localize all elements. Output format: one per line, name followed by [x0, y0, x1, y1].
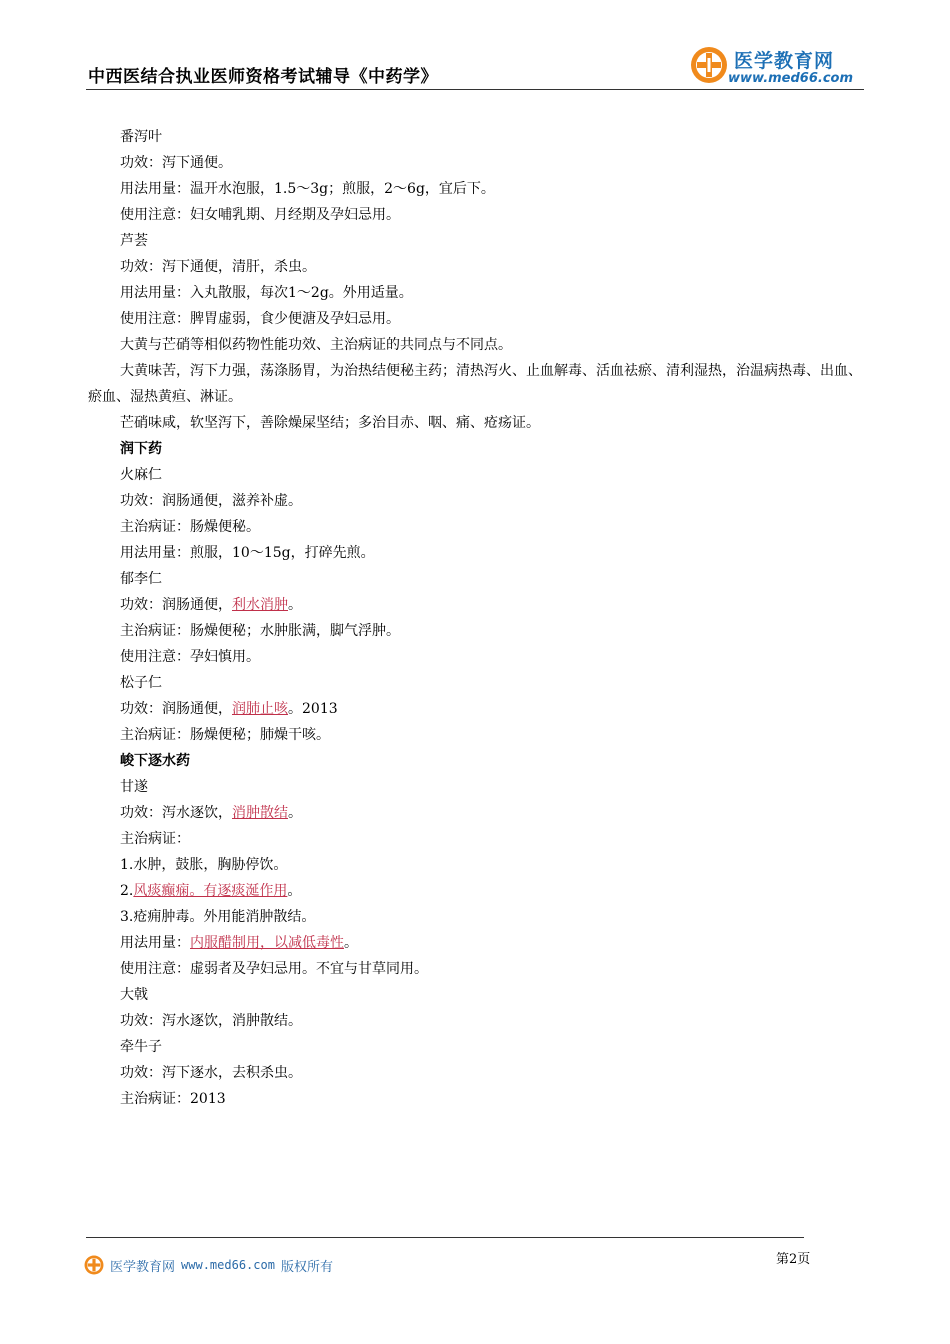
- page-number: 第2页: [776, 1252, 811, 1267]
- drug-name: 火麻仁: [120, 467, 162, 483]
- text-line: 主治病证：肠燥便秘；肺燥干咳。: [120, 727, 330, 743]
- text-line: [88, 878, 866, 904]
- text-line: 功效：泻水逐饮，消肿散结。: [120, 1013, 302, 1029]
- text-segment: 用法用量：: [120, 935, 190, 951]
- text-line: 功效：泻下通便。: [120, 155, 232, 171]
- section-heading: 峻下逐水药: [120, 753, 190, 769]
- text-line: 用法用量：温开水泡服，1.5～3g；煎服，2～6g，宜后下。: [120, 181, 495, 197]
- text-line: 芒硝味咸，软坚泻下，善除燥屎坚结；多治目赤、咽、痛、疮疡证。: [120, 415, 540, 431]
- text-line: 主治病证：肠燥便秘；水肿胀满，脚气浮肿。: [120, 623, 400, 639]
- text-line: [88, 800, 866, 826]
- text-segment: 功效：润肠通便，: [120, 597, 232, 613]
- text-line: 主治病证：肠燥便秘。: [120, 519, 260, 535]
- site-logo[interactable]: [690, 44, 865, 90]
- text-line: 使用注意：脾胃虚弱，食少便溏及孕妇忌用。: [120, 311, 400, 327]
- text-line: 主治病证：2013: [120, 1091, 226, 1107]
- highlighted-text: 利水消肿: [232, 597, 288, 613]
- text-line: 用法用量：入丸散服，每次1～2g。外用适量。: [120, 285, 413, 301]
- text-line: [88, 592, 866, 618]
- highlighted-text: 润肺止咳: [232, 701, 288, 717]
- document-title: 中西医结合执业医师资格考试辅导《中药学》: [88, 67, 438, 87]
- highlighted-text: 内服醋制用，以减低毒性: [190, 935, 344, 951]
- text-line: 功效：润肠通便，滋养补虚。: [120, 493, 302, 509]
- text-line: 3.疮痈肿毒。外用能消肿散结。: [120, 909, 316, 925]
- highlighted-text: 消肿散结: [232, 805, 288, 821]
- drug-name: 郁李仁: [120, 571, 162, 587]
- footer-brand[interactable]: [84, 1254, 333, 1276]
- text-paragraph: 大黄味苦，泻下力强，荡涤肠胃，为治热结便秘主药；清热泻火、止血解毒、活血祛瘀、清利湿热，治温病热毒、出血、瘀血、湿热黄疸、淋证。: [88, 363, 862, 405]
- text-segment: 。: [344, 935, 358, 951]
- footer-copyright: 版权所有: [280, 1259, 333, 1275]
- footer-site-name: 医学教育网: [110, 1259, 176, 1275]
- text-segment: 。2013: [288, 701, 338, 717]
- text-segment: 2.: [120, 883, 134, 899]
- text-line: 用法用量：煎服，10～15g，打碎先煎。: [120, 545, 375, 561]
- text-segment: 功效：润肠通便，: [120, 701, 232, 717]
- text-segment: 功效：泻水逐饮，: [120, 805, 232, 821]
- drug-name: 番泻叶: [120, 129, 162, 145]
- text-line: 使用注意：妇女哺乳期、月经期及孕妇忌用。: [120, 207, 400, 223]
- text-line: 功效：泻下逐水，去积杀虫。: [120, 1065, 302, 1081]
- section-heading: 润下药: [120, 441, 162, 457]
- footer-divider: [86, 1237, 804, 1238]
- text-segment: 。: [287, 883, 302, 899]
- logo-site-url: www.med66.com: [728, 71, 854, 86]
- text-line: [88, 930, 866, 956]
- drug-name: 牵牛子: [120, 1039, 162, 1055]
- text-line: [88, 696, 866, 722]
- text-segment: 。: [288, 805, 302, 821]
- text-line: 大黄与芒硝等相似药物性能功效、主治病证的共同点与不同点。: [120, 337, 512, 353]
- text-segment: 。: [288, 597, 302, 613]
- medical-cross-logo-icon: [84, 1255, 104, 1275]
- drug-name: 大戟: [120, 987, 148, 1003]
- text-line: 1.水肿，鼓胀，胸胁停饮。: [120, 857, 288, 873]
- text-line: 使用注意：虚弱者及孕妇忌用。不宜与甘草同用。: [120, 961, 428, 977]
- drug-name: 甘遂: [120, 779, 148, 795]
- medical-cross-logo-icon: [690, 46, 728, 84]
- text-line: 使用注意：孕妇慎用。: [120, 649, 260, 665]
- drug-name: 松子仁: [120, 675, 162, 691]
- logo-site-name: 医学教育网: [734, 50, 835, 72]
- text-line: 主治病证：: [120, 831, 190, 847]
- highlighted-text: 风痰癫痫。有逐痰涎作用: [133, 883, 288, 899]
- drug-name: 芦荟: [120, 233, 148, 249]
- header-divider: [86, 89, 864, 90]
- text-line: 功效：泻下通便，清肝，杀虫。: [120, 259, 316, 275]
- document-body: [88, 124, 866, 1112]
- footer-site-url: www.med66.com: [181, 1258, 275, 1272]
